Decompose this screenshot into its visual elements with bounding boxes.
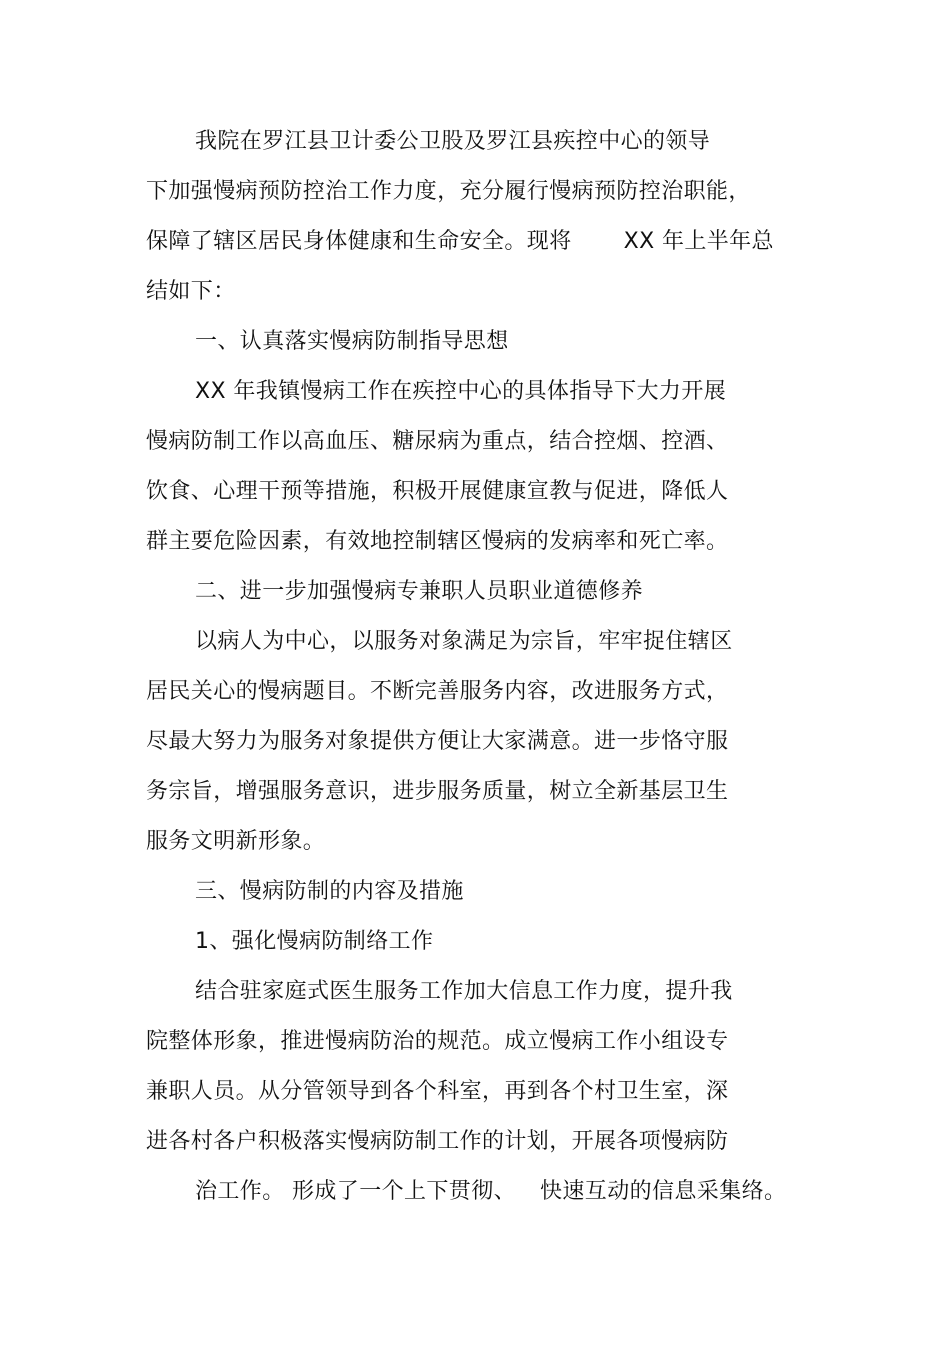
paragraph-section2-line-1: 以病人为中心，以服务对象满足为宗旨，牢牢捉住辖区 (195, 629, 733, 654)
paragraph-section1-line-1: XX 年我镇慢病工作在疾控中心的具体指导下大力开展 (195, 379, 727, 404)
paragraph-section3-line-3: 兼职人员。从分管领导到各个科室，再到各个村卫生室，深 (146, 1079, 729, 1104)
paragraph-section3-line-2: 院整体形象，推进慢病防治的规范。成立慢病工作小组设专 (146, 1029, 729, 1054)
paragraph-intro-line-3-part-2: XX 年上半年总 (623, 229, 774, 254)
paragraph-section2-line-2: 居民关心的慢病题目。不断完善服务内容，改进服务方式， (146, 679, 729, 704)
paragraph-section2-line-4: 务宗旨，增强服务意识，进步服务质量，树立全新基层卫生 (146, 779, 729, 804)
paragraph-section3-line-4: 进各村各户积极落实慢病防制工作的计划，开展各项慢病防 (146, 1129, 729, 1154)
section-heading-1: 一、认真落实慢病防制指导思想 (195, 329, 509, 354)
paragraph-intro-line-3 (146, 227, 774, 257)
paragraph-section3-line-5-part-2: 快速互动的信息采集络。 (540, 1179, 787, 1204)
paragraph-section1-line-2: 慢病防制工作以高血压、糖尿病为重点，结合控烟、控酒、 (146, 429, 729, 454)
paragraph-section3-line-5-part-1: 治工作。 形成了一个上下贯彻、 (195, 1179, 516, 1204)
paragraph-section1-line-3: 饮食、心理干预等措施，积极开展健康宣教与促进，降低人 (146, 479, 729, 504)
paragraph-intro-line-2: 下加强慢病预防控治工作力度，充分履行慢病预防控治职能， (146, 179, 751, 204)
paragraph-intro-line-3-part-1: 保障了辖区居民身体健康和生命安全。现将 (146, 229, 572, 254)
section-heading-2: 二、进一步加强慢病专兼职人员职业道德修养 (195, 579, 644, 604)
paragraph-section3-line-1: 结合驻家庭式医生服务工作加大信息工作力度，提升我 (195, 979, 733, 1004)
paragraph-intro-line-1: 我院在罗江县卫计委公卫股及罗江县疾控中心的领导 (195, 129, 711, 154)
section-heading-3: 三、慢病防制的内容及措施 (195, 879, 464, 904)
subsection-heading-1: 1、强化慢病防制络工作 (195, 929, 434, 954)
paragraph-section2-line-5: 服务文明新形象。 (146, 829, 326, 854)
paragraph-section1-line-4: 群主要危险因素，有效地控制辖区慢病的发病率和死亡率。 (146, 529, 729, 554)
paragraph-intro-line-4: 结如下： (146, 279, 236, 304)
paragraph-section2-line-3: 尽最大努力为服务对象提供方便让大家满意。进一步恪守服 (146, 729, 729, 754)
paragraph-section3-line-5 (195, 1177, 786, 1207)
